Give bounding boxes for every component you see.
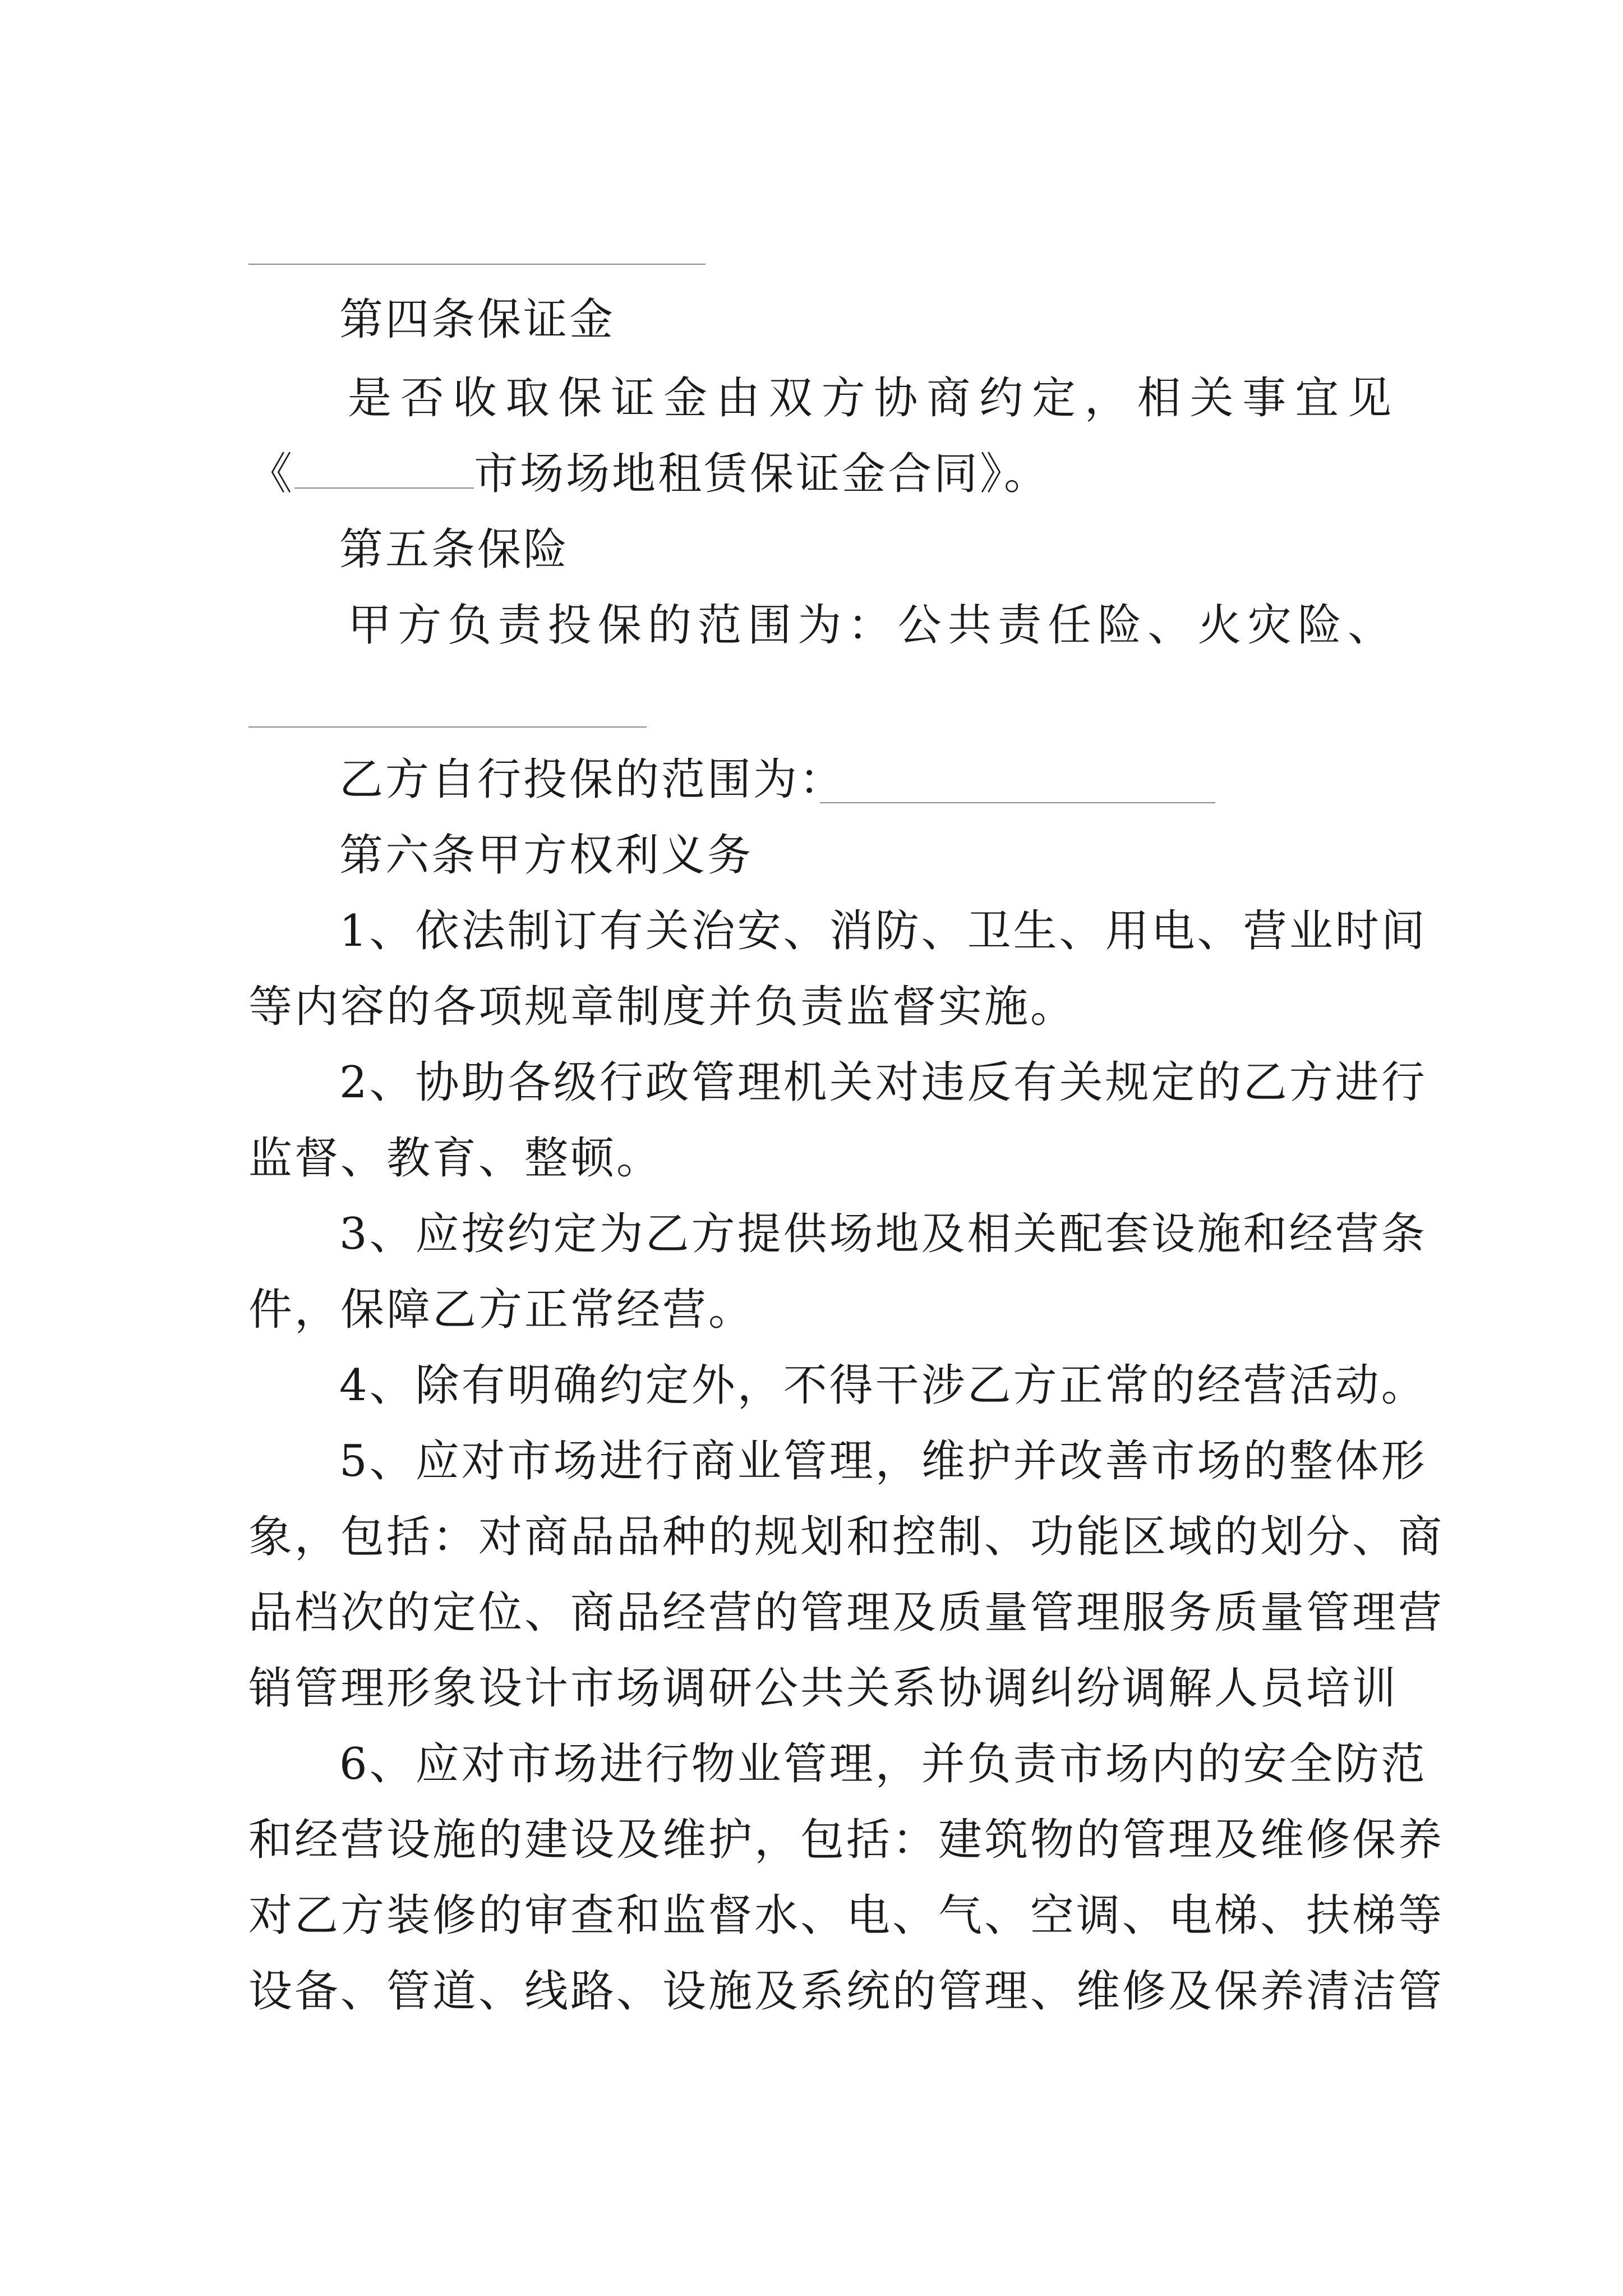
article6-item5-line1: 5、应对市场进行商业管理，维护并改善市场的整体形	[339, 1436, 1427, 1487]
insurance-scope-blank-line	[248, 726, 647, 728]
article6-item5-line4: 销管理形象设计市场调研公共关系协调纠纷调解人员培训	[248, 1663, 1399, 1714]
article5-paragraph-line1: 甲方负责投保的范围为：公共责任险、火灾险、	[348, 600, 1394, 651]
contract-name-blank	[294, 453, 474, 489]
article5-heading: 第五条保险	[339, 524, 570, 575]
article6-item3-line1: 3、应按约定为乙方提供场地及相关配套设施和经营条	[339, 1209, 1427, 1259]
article5-paragraph-line2	[339, 752, 1394, 808]
article4-paragraph-line1: 是否收取保证金由双方协商约定，相关事宜见	[348, 373, 1394, 424]
article6-item1-line1: 1、依法制订有关治安、消防、卫生、用电、营业时间	[339, 906, 1427, 956]
article6-item2-line1: 2、协助各级行政管理机关对违反有关规定的乙方进行	[339, 1057, 1427, 1108]
article6-heading: 第六条甲方权利义务	[339, 830, 754, 881]
article4-heading: 第四条保证金	[339, 295, 616, 345]
article6-item6-line2: 和经营设施的建设及维护，包括：建筑物的管理及维修保养	[248, 1815, 1445, 1865]
party-b-insurance-blank-line	[820, 802, 1215, 803]
article6-item6-line1: 6、应对市场进行物业管理，并负责市场内的安全防范	[339, 1739, 1427, 1789]
article6-item5-line3: 品档次的定位、商品经营的管理及质量管理服务质量管理营	[248, 1588, 1445, 1638]
article6-item1-line2: 等内容的各项规章制度并负责监督实施。	[248, 982, 1077, 1032]
article6-item3-line2: 件，保障乙方正常经营。	[248, 1285, 755, 1335]
article4-line2-prefix: 《	[248, 449, 295, 499]
article6-item6-line4: 设备、管道、线路、设施及系统的管理、维修及保养清洁管	[248, 1966, 1445, 2017]
article6-item4-line1: 4、除有明确约定外，不得干涉乙方正常的经营活动。	[339, 1360, 1427, 1411]
article5-line2-text: 乙方自行投保的范围为：	[339, 754, 846, 805]
article6-item2-line2: 监督、教育、整顿。	[248, 1133, 663, 1184]
article6-item5-line2: 象，包括：对商品品种的规划和控制、功能区域的划分、商	[248, 1512, 1445, 1562]
top-blank-line	[248, 264, 706, 265]
article4-paragraph-line2	[248, 446, 1393, 502]
article6-item6-line3: 对乙方装修的审查和监督水、电、气、空调、电梯、扶梯等	[248, 1890, 1445, 1941]
article4-line2-suffix: 市场场地租赁保证金合同》。	[474, 449, 1050, 499]
